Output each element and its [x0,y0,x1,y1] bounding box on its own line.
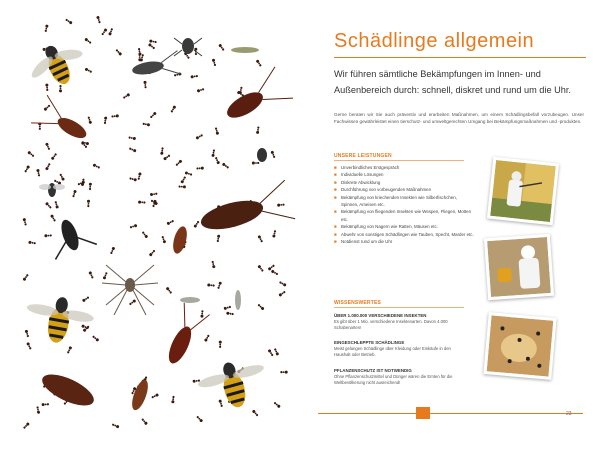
ant-icon [218,399,223,407]
ant-icon [87,116,92,124]
ant-icon [36,169,40,177]
ant-icon [50,214,56,222]
ant-icon [218,44,225,52]
company-logo-icon [416,407,430,419]
facts-heading: WISSENSWERTES [334,300,382,306]
text-page [300,0,600,450]
cockroach-icon [31,95,94,150]
cockroach-icon [129,378,151,412]
ant-icon [178,185,186,188]
ant-icon [171,396,175,404]
ant-icon [27,151,35,158]
ant-icon [88,271,94,279]
ant-icon [108,28,114,36]
ant-icon [129,299,137,306]
cockroach-icon [171,225,190,255]
ant-icon [84,38,92,45]
ant-icon [23,422,30,429]
ant-icon [43,104,51,111]
ant-icon [180,176,186,184]
services-heading: UNSERE LEISTUNGEN [334,153,392,159]
ant-icon [138,200,146,204]
spider-icon [102,265,158,315]
fact-title: PFLANZENSCHUTZ IST NOTWENDIG [334,368,412,373]
list-item: ■ Unverbindliches Erstgespräch [334,164,474,171]
ant-icon [103,272,109,280]
fact-block [334,368,466,386]
ant-icon [252,161,259,164]
ant-icon [271,269,279,275]
list-item: ■ Bekämpfung von kriechenden Insekten wie Silberfischchen, Spinnen, Ameisen etc. [334,194,474,209]
intro-paragraph: Gerne beraten wir Sie auch präventiv und erarbeiten Maßnahmen, um einem Schädlingsbefall vorzubeugen. Unser Fachwissen gewährleistet einen tierschutz- und umweltgerechten Umgang bei Bekämpfungsmaßnahmen und -produkten. [334,112,584,124]
ant-icon [268,264,276,271]
ant-icon [137,48,141,56]
title-divider [334,57,586,58]
ant-icon [42,403,50,407]
ant-icon [66,346,72,354]
ant-icon [25,330,30,338]
ant-icon [24,165,30,173]
ant-icon [143,81,147,89]
list-item: ■ Individuelle Lösungen [334,171,474,178]
ant-icon [257,235,263,243]
fact-block [334,313,466,331]
ant-icon [166,219,174,225]
technician-photo-icon [487,237,551,297]
ant-icon [257,265,264,273]
ant-icon [161,236,166,244]
ant-icon [149,249,156,257]
wasp-icon [22,34,93,96]
lead-paragraph: Wir führen sämtliche Bekämpfungen im Innen- und Außenbereich durch: schnell, diskret und rund um die Uhr. [334,69,571,95]
ant-icon [149,111,156,118]
ant-icon [141,231,148,239]
list-item: ■ Abwehr von sonstigen Schädlingen wie Tauben, Specht, Marder etc. [334,231,474,238]
ant-icon [196,167,204,171]
sprayer-photo-icon [490,160,556,222]
ant-icon [196,415,203,422]
ant-icon [44,234,52,238]
ant-icon [222,162,230,169]
list-item: ■ Bekämpfung von Nagern wie Ratten, Mäusen etc. [334,223,474,230]
ant-icon [160,147,164,155]
ant-icon [270,150,276,158]
list-item: ■ Durchführung von vorbeugenden Maßnahmen [334,186,474,193]
fact-title: ÜBER 1.000.000 VERSCHIEDENE INSEKTEN [334,313,427,318]
ant-icon [257,303,265,310]
ant-icon [36,406,40,414]
ant-icon [278,290,286,297]
ant-icon [45,142,51,150]
ant-icon [129,177,137,182]
ant-icon [214,157,220,165]
ant-icon [207,283,215,287]
ant-icon [129,147,137,153]
ant-icon [84,67,92,73]
photo-technician [484,234,554,300]
ant-icon [219,341,222,348]
list-item: ■ Bekämpfung von fliegenden Insekten wie Wespen, Fliegen, Motten etc. [334,208,474,223]
ant-icon [195,134,203,140]
fact-block [334,340,466,358]
ant-icon [277,203,285,207]
ant-icon [149,39,157,43]
ant-icon [279,281,287,287]
ant-icon [101,28,108,36]
ant-icon [128,136,136,140]
list-item: ■ Notdienst rund um die Uhr [334,238,474,245]
ant-icon [197,88,205,93]
cockroach-icon [38,368,98,412]
ant-icon [44,24,49,32]
ant-icon [273,348,279,356]
ant-icon [212,58,217,66]
ant-icon [142,122,150,126]
cockroach-icon [196,180,295,242]
ant-icon [130,224,138,229]
ant-icon [151,393,159,399]
wasp-icon [194,354,272,416]
fact-text: Meist gelangen Schädlinge über Kleidung oder Einkäufe in den Haushalt oder Betrieb. [334,346,451,357]
photo-ants-on-food [483,312,556,380]
ant-icon [59,85,62,92]
ant-icon [226,312,234,316]
ant-icon [150,192,158,196]
ant-icon [72,190,77,198]
ant-icon [45,202,52,209]
ant-icon [200,310,204,318]
ant-icon [252,409,259,417]
ant-icon [223,305,231,310]
ant-icon [59,173,65,181]
page-number: 23 [566,411,572,417]
ant-icon [45,163,51,171]
services-list [334,164,474,245]
footer-divider [318,413,583,414]
fact-text: Es gibt über 1 Mio. verschiedene Insektenarten. Davon 4.000 Schabenarten! [334,319,448,330]
ant-icon [22,274,29,282]
list-item: ■ Diskrete Abwicklung [334,179,474,186]
services-divider [334,160,464,161]
beetle-icon [257,148,267,162]
ant-icon [211,261,216,269]
photo-sprayer [487,157,559,226]
ant-icon [217,281,222,289]
silverfish-icon [235,290,241,310]
ant-icon [280,371,287,374]
ant-icon [268,349,274,357]
ant-icon [87,200,90,208]
cricket-icon [44,212,97,259]
ant-icon [204,334,210,342]
ant-icon [82,296,90,303]
ant-icon [65,18,73,25]
ant-icon [163,154,171,161]
ants-food-photo-icon [487,315,554,376]
ant-icon [45,83,49,91]
ant-icon [193,220,200,228]
ant-icon [141,418,148,426]
ant-icon [272,230,277,238]
cockroach-icon [219,67,293,131]
fact-text: Ohne Pflanzenschutzmittel und Dünger wären die Ernten für die Weltbevölkerung nicht ausreichend! [334,374,453,385]
ant-icon [51,153,58,161]
fly-icon [39,183,65,197]
ant-icon [111,114,119,118]
ant-icon [115,49,122,56]
ant-icon [92,335,100,342]
ant-icon [185,171,193,176]
ant-icon [137,172,142,180]
ant-icon [88,183,92,191]
facts-divider [334,307,464,308]
ant-icon [110,247,116,255]
ant-icon [123,93,131,100]
ant-icon [216,235,220,243]
ant-icon [54,201,59,209]
grasshopper-icon [231,47,259,53]
ant-icon [273,401,281,408]
ant-icon [170,105,176,113]
beetle-icon [130,51,181,83]
ant-icon [190,74,198,78]
ant-icon [96,16,101,24]
ant-icon [211,149,215,157]
ant-icon [148,43,156,50]
silverfish-icon [180,297,200,303]
ant-icon [28,241,36,245]
page-title: Schädlinge allgemein [334,30,535,52]
fact-title: EINGESCHLEPPTE SCHÄDLINGE [334,340,405,345]
ant-icon [26,342,32,350]
ant-icon [166,287,173,295]
ant-icon [112,423,120,429]
ant-icon [92,163,100,169]
ant-icon [175,159,182,166]
ant-icon [256,126,260,134]
ant-icon [103,116,107,124]
ant-icon [214,127,219,135]
ant-icon [192,379,200,383]
ant-icon [256,59,263,67]
beetle-icon [174,38,202,56]
ant-icon [22,218,27,226]
